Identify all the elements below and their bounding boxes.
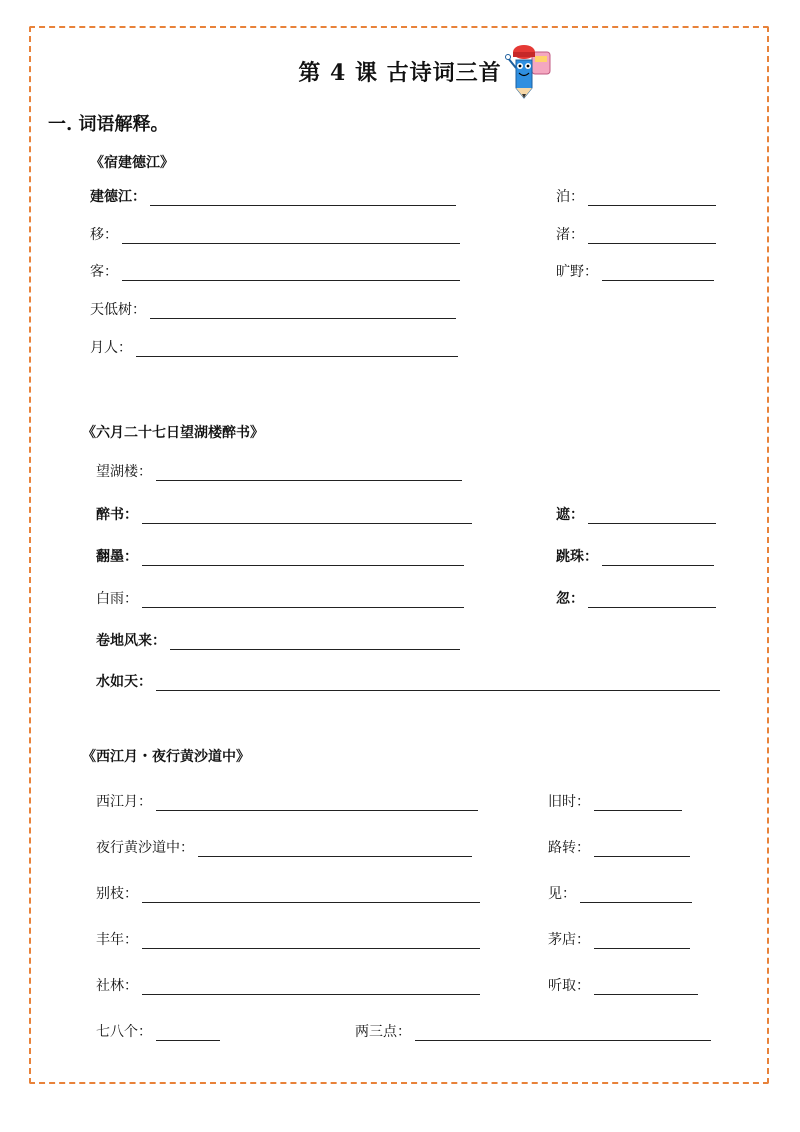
vocab-label: 水如天： bbox=[96, 674, 152, 690]
answer-blank[interactable] bbox=[156, 1024, 220, 1041]
answer-blank[interactable] bbox=[170, 633, 460, 650]
vocab-label: 听取： bbox=[548, 978, 590, 994]
answer-blank[interactable] bbox=[142, 932, 480, 949]
vocab-item bbox=[96, 837, 472, 857]
vocab-item bbox=[96, 883, 480, 903]
answer-blank[interactable] bbox=[142, 507, 472, 524]
vocab-item bbox=[548, 837, 690, 857]
vocab-item bbox=[90, 186, 456, 206]
page-title: 第 4 课 古诗词三首 bbox=[298, 60, 502, 86]
vocab-label: 移： bbox=[90, 227, 118, 243]
vocab-label: 丰年： bbox=[96, 932, 138, 948]
answer-blank[interactable] bbox=[594, 840, 690, 857]
vocab-item bbox=[96, 671, 720, 691]
vocab-label: 月人： bbox=[90, 340, 132, 356]
vocab-label: 渚： bbox=[556, 227, 584, 243]
vocab-item bbox=[96, 461, 462, 481]
vocab-item bbox=[548, 975, 698, 995]
answer-blank[interactable] bbox=[415, 1024, 711, 1041]
vocab-label: 两三点： bbox=[355, 1024, 411, 1040]
vocab-label: 客： bbox=[90, 264, 118, 280]
vocab-item bbox=[355, 1021, 711, 1041]
vocab-item bbox=[548, 883, 692, 903]
vocab-label: 卷地风来： bbox=[96, 633, 166, 649]
vocab-item bbox=[556, 186, 716, 206]
vocab-item bbox=[90, 299, 456, 319]
answer-blank[interactable] bbox=[588, 227, 716, 244]
vocab-item bbox=[96, 588, 464, 608]
answer-blank[interactable] bbox=[136, 340, 458, 357]
vocab-label: 西江月： bbox=[96, 794, 152, 810]
answer-blank[interactable] bbox=[156, 464, 462, 481]
vocab-label: 七八个： bbox=[96, 1024, 152, 1040]
answer-blank[interactable] bbox=[142, 886, 480, 903]
vocab-item bbox=[548, 929, 690, 949]
answer-blank[interactable] bbox=[142, 978, 480, 995]
vocab-item bbox=[556, 504, 716, 524]
vocab-label: 泊： bbox=[556, 189, 584, 205]
vocab-label: 旧时： bbox=[548, 794, 590, 810]
vocab-item bbox=[556, 261, 714, 281]
vocab-label: 跳珠： bbox=[556, 549, 598, 565]
answer-blank[interactable] bbox=[602, 264, 714, 281]
vocab-item bbox=[556, 546, 714, 566]
vocab-item bbox=[548, 791, 682, 811]
vocab-label: 茅店： bbox=[548, 932, 590, 948]
answer-blank[interactable] bbox=[142, 591, 464, 608]
vocab-item bbox=[96, 546, 464, 566]
vocab-label: 夜行黄沙道中： bbox=[96, 840, 194, 856]
vocab-item bbox=[90, 337, 458, 357]
vocab-label: 建德江： bbox=[90, 189, 146, 205]
answer-blank[interactable] bbox=[594, 794, 682, 811]
vocab-item bbox=[556, 588, 716, 608]
poem-title: 《西江月・夜行黄沙道中》 bbox=[82, 749, 250, 765]
answer-blank[interactable] bbox=[198, 840, 472, 857]
answer-blank[interactable] bbox=[588, 507, 716, 524]
vocab-label: 旷野： bbox=[556, 264, 598, 280]
vocab-item bbox=[96, 975, 480, 995]
answer-blank[interactable] bbox=[602, 549, 714, 566]
answer-blank[interactable] bbox=[594, 932, 690, 949]
answer-blank[interactable] bbox=[588, 189, 716, 206]
vocab-label: 见： bbox=[548, 886, 576, 902]
poem-title: 《六月二十七日望湖楼醉书》 bbox=[82, 425, 264, 441]
vocab-label: 忽： bbox=[556, 591, 584, 607]
vocab-label: 路转： bbox=[548, 840, 590, 856]
vocab-label: 天低树： bbox=[90, 302, 146, 318]
vocab-item bbox=[96, 630, 460, 650]
vocab-item bbox=[96, 929, 480, 949]
vocab-label: 白雨： bbox=[96, 591, 138, 607]
answer-blank[interactable] bbox=[588, 591, 716, 608]
pencil-mascot-icon bbox=[502, 38, 560, 102]
vocab-item bbox=[96, 791, 478, 811]
vocab-item bbox=[556, 224, 716, 244]
answer-blank[interactable] bbox=[156, 674, 720, 691]
vocab-item bbox=[90, 261, 460, 281]
vocab-item bbox=[96, 1021, 220, 1041]
answer-blank[interactable] bbox=[580, 886, 692, 903]
vocab-label: 望湖楼： bbox=[96, 464, 152, 480]
vocab-label: 社林： bbox=[96, 978, 138, 994]
vocab-label: 遮： bbox=[556, 507, 584, 523]
vocab-label: 醉书： bbox=[96, 507, 138, 523]
answer-blank[interactable] bbox=[156, 794, 478, 811]
section-heading: 一. 词语解释。 bbox=[48, 114, 169, 135]
vocab-label: 翻墨： bbox=[96, 549, 138, 565]
answer-blank[interactable] bbox=[142, 549, 464, 566]
vocab-item bbox=[96, 504, 472, 524]
answer-blank[interactable] bbox=[122, 264, 460, 281]
poem-title: 《宿建德江》 bbox=[90, 155, 174, 171]
answer-blank[interactable] bbox=[150, 189, 456, 206]
answer-blank[interactable] bbox=[150, 302, 456, 319]
vocab-label: 别枝： bbox=[96, 886, 138, 902]
answer-blank[interactable] bbox=[594, 978, 698, 995]
vocab-item bbox=[90, 224, 460, 244]
answer-blank[interactable] bbox=[122, 227, 460, 244]
